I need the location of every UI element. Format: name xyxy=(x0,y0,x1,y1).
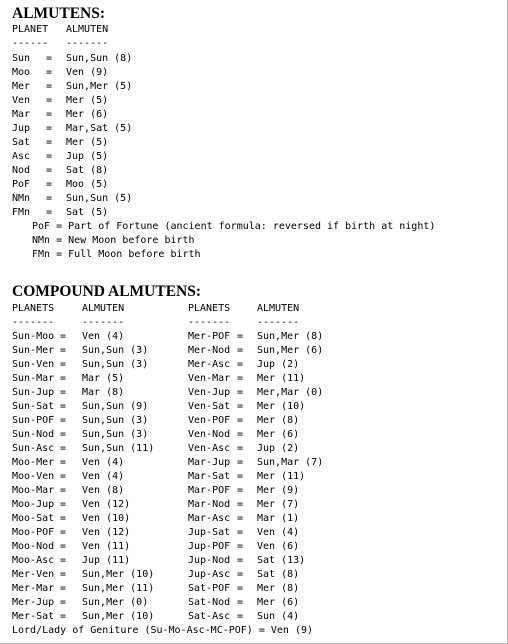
compound-almuten-value: Mer (8) xyxy=(257,415,300,426)
compound-pair: Jup-Sat xyxy=(188,527,231,538)
compound-pair: Mer-Ven xyxy=(12,569,55,580)
compound-almuten-value: Ven (8) xyxy=(82,485,125,496)
planet-name: Jup xyxy=(12,123,31,134)
compound-almuten-value: Sun,Sun (3) xyxy=(82,415,149,426)
compound-pair: Ven-Sat xyxy=(188,401,231,412)
compound-almuten-value: Jup (2) xyxy=(257,443,300,454)
compound-pair: Sun-Ven xyxy=(12,359,55,370)
compound-pair: Mer-Sat xyxy=(12,611,55,622)
equals-sign: = xyxy=(60,513,67,524)
equals-sign: = xyxy=(237,443,244,454)
compound-pair: Sun-Asc xyxy=(12,443,55,454)
equals-sign: = xyxy=(237,527,244,538)
compound-pair: Moo-Sat xyxy=(12,513,55,524)
almuten-value: Sun,Sun (5) xyxy=(66,193,133,204)
right-planets-column-header: PLANETS xyxy=(188,303,231,314)
compound-pair: Sat-Asc xyxy=(188,611,231,622)
almuten-value: Mer (5) xyxy=(66,137,109,148)
equals-sign: = xyxy=(46,95,53,106)
equals-sign: = xyxy=(60,583,67,594)
compound-pair: Moo-Mar xyxy=(12,485,55,496)
compound-almuten-value: Mer (11) xyxy=(257,471,306,482)
almuten-value: Ven (9) xyxy=(66,67,109,78)
compound-pair: Jup-Nod xyxy=(188,555,231,566)
compound-pair: Mer-Mar xyxy=(12,583,55,594)
planet-name: PoF xyxy=(12,179,31,190)
compound-pair: Mer-Jup xyxy=(12,597,55,608)
equals-sign: = xyxy=(60,373,67,384)
compound-almuten-value: Sun,Mer (10) xyxy=(82,611,155,622)
compound-almuten-value: Mer (10) xyxy=(257,401,306,412)
abbreviation-note: NMn = New Moon before birth xyxy=(32,235,195,246)
equals-sign: = xyxy=(60,527,67,538)
equals-sign: = xyxy=(60,443,67,454)
compound-pair: Moo-Mer xyxy=(12,457,55,468)
equals-sign: = xyxy=(237,485,244,496)
equals-sign: = xyxy=(60,555,67,566)
almuten-value: Sat (5) xyxy=(66,207,109,218)
compound-pair: Moo-Jup xyxy=(12,499,55,510)
equals-sign: = xyxy=(46,81,53,92)
equals-sign: = xyxy=(60,387,67,398)
compound-almuten-value: Ven (4) xyxy=(82,471,125,482)
compound-almuten-value: Ven (6) xyxy=(257,541,300,552)
compound-almuten-value: Mer (7) xyxy=(257,499,300,510)
compound-almuten-value: Sun,Mar (7) xyxy=(257,457,324,468)
almuten-value: Jup (5) xyxy=(66,151,109,162)
compound-almuten-value: Mer (8) xyxy=(257,583,300,594)
equals-sign: = xyxy=(60,597,67,608)
compound-almuten-value: Ven (10) xyxy=(82,513,131,524)
compound-pair: Sun-POF xyxy=(12,415,55,426)
equals-sign: = xyxy=(237,401,244,412)
equals-sign: = xyxy=(60,345,67,356)
compound-almuten-value: Mer (6) xyxy=(257,429,300,440)
equals-sign: = xyxy=(237,331,244,342)
compound-pair: Moo-Nod xyxy=(12,541,55,552)
compound-pair: Moo-POF xyxy=(12,527,55,538)
equals-sign: = xyxy=(60,471,67,482)
equals-sign: = xyxy=(46,67,53,78)
left-planets-column-header: PLANETS xyxy=(12,303,55,314)
equals-sign: = xyxy=(60,485,67,496)
compound-almuten-value: Mer (11) xyxy=(257,373,306,384)
compound-almuten-value: Sun (4) xyxy=(257,611,300,622)
compound-almuten-value: Sat (13) xyxy=(257,555,306,566)
almuten-value: Sun,Mer (5) xyxy=(66,81,133,92)
compound-almuten-value: Sun,Sun (9) xyxy=(82,401,149,412)
planet-name: Nod xyxy=(12,165,31,176)
compound-pair: Sun-Mer xyxy=(12,345,55,356)
compound-pair: Sat-POF xyxy=(188,583,231,594)
equals-sign: = xyxy=(60,499,67,510)
equals-sign: = xyxy=(46,137,53,148)
compound-pair: Jup-POF xyxy=(188,541,231,552)
almuten-value: Mer (6) xyxy=(66,109,109,120)
compound-pair: Mar-Asc xyxy=(188,513,231,524)
planet-name: Sat xyxy=(12,137,31,148)
compound-almuten-value: Mer (6) xyxy=(257,597,300,608)
equals-sign: = xyxy=(46,151,53,162)
equals-sign: = xyxy=(46,193,53,204)
compound-almuten-value: Sat (8) xyxy=(257,569,300,580)
compound-pair: Ven-Nod xyxy=(188,429,231,440)
compound-pair: Mer-Asc xyxy=(188,359,231,370)
compound-almuten-value: Jup (2) xyxy=(257,359,300,370)
compound-pair: Sun-Sat xyxy=(12,401,55,412)
compound-almuten-value: Sun,Mer (8) xyxy=(257,331,324,342)
right-almuten-column-rule: ------- xyxy=(257,317,300,328)
almuten-value: Mar,Sat (5) xyxy=(66,123,133,134)
compound-pair: Jup-Asc xyxy=(188,569,231,580)
compound-almuten-value: Ven (4) xyxy=(257,527,300,538)
equals-sign: = xyxy=(60,401,67,412)
compound-pair: Sun-Jup xyxy=(12,387,55,398)
compound-pair: Mar-Nod xyxy=(188,499,231,510)
compound-pair: Mer-Nod xyxy=(188,345,231,356)
planet-name: Mar xyxy=(12,109,31,120)
compound-almutens-heading: COMPOUND ALMUTENS: xyxy=(12,283,202,300)
compound-pair: Mar-POF xyxy=(188,485,231,496)
equals-sign: = xyxy=(46,207,53,218)
planet-name: Asc xyxy=(12,151,31,162)
compound-pair: Ven-Asc xyxy=(188,443,231,454)
equals-sign: = xyxy=(237,387,244,398)
equals-sign: = xyxy=(237,597,244,608)
compound-pair: Sun-Mar xyxy=(12,373,55,384)
planet-name: FMn xyxy=(12,207,31,218)
compound-pair: Sun-Nod xyxy=(12,429,55,440)
equals-sign: = xyxy=(237,359,244,370)
equals-sign: = xyxy=(237,457,244,468)
compound-pair: Mar-Sat xyxy=(188,471,231,482)
abbreviation-note: FMn = Full Moon before birth xyxy=(32,249,201,260)
compound-almuten-value: Mer (9) xyxy=(257,485,300,496)
almutens-heading: ALMUTENS: xyxy=(12,5,106,22)
compound-pair: Ven-Mar xyxy=(188,373,231,384)
right-almuten-column-header: ALMUTEN xyxy=(257,303,300,314)
left-almuten-column-header: ALMUTEN xyxy=(82,303,125,314)
planet-name: Moo xyxy=(12,67,31,78)
equals-sign: = xyxy=(60,429,67,440)
compound-pair: Ven-Jup xyxy=(188,387,231,398)
equals-sign: = xyxy=(46,179,53,190)
compound-almuten-value: Sun,Sun (3) xyxy=(82,359,149,370)
equals-sign: = xyxy=(60,331,67,342)
equals-sign: = xyxy=(60,541,67,552)
abbreviation-note: PoF = Part of Fortune (ancient formula: reversed if birth at night) xyxy=(32,221,436,232)
equals-sign: = xyxy=(46,165,53,176)
equals-sign: = xyxy=(237,555,244,566)
compound-almuten-value: Ven (12) xyxy=(82,499,131,510)
right-planets-column-rule: ------- xyxy=(188,317,231,328)
compound-almuten-value: Mer,Mar (0) xyxy=(257,387,324,398)
planet-column-rule: ------ xyxy=(12,38,49,49)
compound-almuten-value: Ven (11) xyxy=(82,541,131,552)
equals-sign: = xyxy=(237,345,244,356)
equals-sign: = xyxy=(237,373,244,384)
planet-column-header: PLANET xyxy=(12,24,49,35)
equals-sign: = xyxy=(46,109,53,120)
equals-sign: = xyxy=(60,359,67,370)
planet-name: Ven xyxy=(12,95,31,106)
compound-almuten-value: Jup (11) xyxy=(82,555,131,566)
compound-almuten-value: Mar (8) xyxy=(82,387,125,398)
compound-pair: Moo-Asc xyxy=(12,555,55,566)
compound-almuten-value: Sun,Sun (3) xyxy=(82,429,149,440)
equals-sign: = xyxy=(237,541,244,552)
lord-of-geniture-line: Lord/Lady of Geniture (Su-Mo-Asc-MC-POF) = Ven (9) xyxy=(12,625,314,636)
compound-almuten-value: Mar (1) xyxy=(257,513,300,524)
compound-pair: Mer-POF xyxy=(188,331,231,342)
equals-sign: = xyxy=(60,415,67,426)
compound-pair: Sat-Nod xyxy=(188,597,231,608)
almuten-value: Moo (5) xyxy=(66,179,109,190)
equals-sign: = xyxy=(237,415,244,426)
compound-almuten-value: Mar (5) xyxy=(82,373,125,384)
equals-sign: = xyxy=(237,429,244,440)
equals-sign: = xyxy=(46,53,53,64)
almuten-value: Mer (5) xyxy=(66,95,109,106)
equals-sign: = xyxy=(237,499,244,510)
compound-almuten-value: Sun,Mer (0) xyxy=(82,597,149,608)
compound-almuten-value: Sun,Mer (10) xyxy=(82,569,155,580)
compound-almuten-value: Ven (4) xyxy=(82,457,125,468)
planet-name: Mer xyxy=(12,81,31,92)
left-almuten-column-rule: ------- xyxy=(82,317,125,328)
compound-almuten-value: Sun,Sun (11) xyxy=(82,443,155,454)
compound-pair: Mar-Jup xyxy=(188,457,231,468)
left-planets-column-rule: ------- xyxy=(12,317,55,328)
equals-sign: = xyxy=(237,513,244,524)
almuten-value: Sat (8) xyxy=(66,165,109,176)
compound-pair: Ven-POF xyxy=(188,415,231,426)
compound-almuten-value: Ven (4) xyxy=(82,331,125,342)
planet-name: Sun xyxy=(12,53,31,64)
compound-pair: Sun-Moo xyxy=(12,331,55,342)
planet-name: NMn xyxy=(12,193,31,204)
compound-almuten-value: Sun,Mer (6) xyxy=(257,345,324,356)
almuten-column-rule: ------- xyxy=(66,38,109,49)
equals-sign: = xyxy=(237,471,244,482)
almuten-value: Sun,Sun (8) xyxy=(66,53,133,64)
compound-almuten-value: Ven (12) xyxy=(82,527,131,538)
equals-sign: = xyxy=(60,611,67,622)
equals-sign: = xyxy=(237,569,244,580)
compound-pair: Moo-Ven xyxy=(12,471,55,482)
equals-sign: = xyxy=(46,123,53,134)
almuten-column-header: ALMUTEN xyxy=(66,24,109,35)
equals-sign: = xyxy=(60,457,67,468)
equals-sign: = xyxy=(237,583,244,594)
equals-sign: = xyxy=(237,611,244,622)
compound-almuten-value: Sun,Mer (11) xyxy=(82,583,155,594)
equals-sign: = xyxy=(60,569,67,580)
compound-almuten-value: Sun,Sun (3) xyxy=(82,345,149,356)
